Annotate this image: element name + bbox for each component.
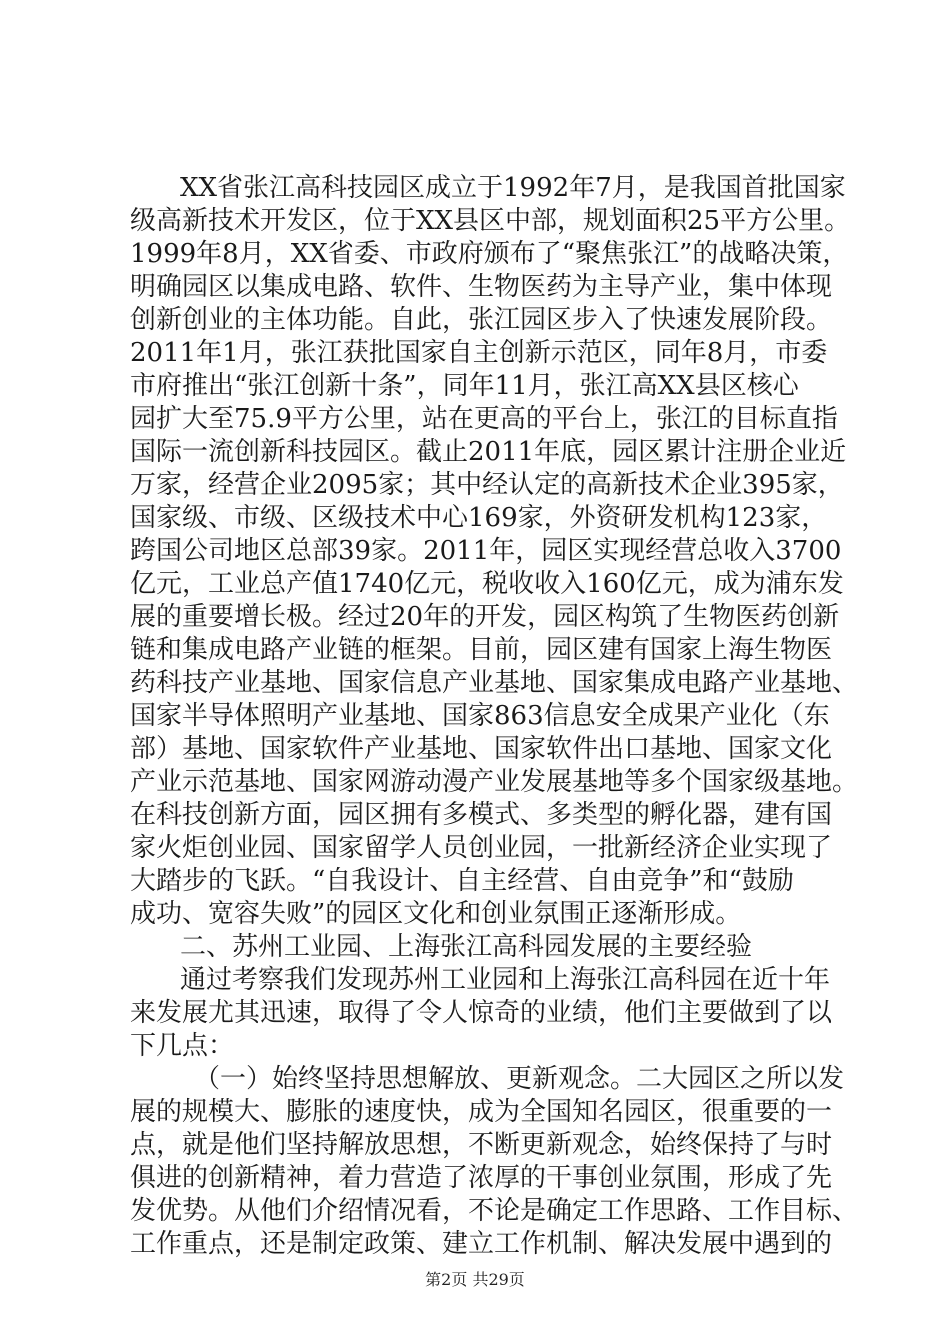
text-line: 级高新技术开发区，位于XX县区中部，规划面积25平方公里。 xyxy=(130,206,851,236)
text-line: 成功、宽容失败”的园区文化和创业氛围正逐渐形成。 xyxy=(130,899,742,929)
paragraph-inspection-intro xyxy=(130,964,833,1063)
text-line: 跨国公司地区总部39家。2011年，园区实现经营总收入3700 xyxy=(130,536,842,566)
text-line: 通过考察我们发现苏州工业园和上海张江高科园在近十年 xyxy=(180,965,831,995)
text-line: 发优势。从他们介绍情况看，不论是确定工作思路、工作目标、 xyxy=(130,1196,859,1226)
text-line: 明确园区以集成电路、软件、生物医药为主导产业，集中体现 xyxy=(130,272,833,302)
text-line: 家火炬创业园、国家留学人员创业园，一批新经济企业实现了 xyxy=(130,833,833,863)
paragraph-experience-one xyxy=(130,1063,859,1261)
text-line: 万家，经营企业2095家；其中经认定的高新技术企业395家， xyxy=(130,470,844,500)
text-line: 亿元，工业总产值1740亿元，税收收入160亿元，成为浦东发 xyxy=(130,569,844,599)
text-line: 来发展尤其迅速，取得了令人惊奇的业绩，他们主要做到了以 xyxy=(130,998,833,1028)
text-line: 点，就是他们坚持解放思想，不断更新观念，始终保持了与时 xyxy=(130,1130,833,1160)
section-heading: 二、苏州工业园、上海张江高科园发展的主要经验 xyxy=(180,932,753,962)
page-number-footer: 第2页 共29页 xyxy=(425,1270,525,1289)
text-line: 展的重要增长极。经过20年的开发，园区构筑了生物医药创新 xyxy=(130,602,840,632)
text-line: 2011年1月，张江获批国家自主创新示范区，同年8月，市委 xyxy=(130,338,828,368)
text-line: 园扩大至75.9平方公里，站在更高的平台上，张江的目标直指 xyxy=(130,404,838,434)
text-line: 工作重点，还是制定政策、建立工作机制、解决发展中遇到的 xyxy=(130,1229,833,1259)
text-line: 下几点： xyxy=(130,1031,235,1061)
text-line: 1999年8月，XX省委、市政府颁布了“聚焦张江”的战略决策， xyxy=(130,239,849,269)
text-line: 创新创业的主体功能。自此，张江园区步入了快速发展阶段。 xyxy=(130,305,833,335)
text-line: 在科技创新方面，园区拥有多模式、多类型的孵化器，建有国 xyxy=(130,800,833,830)
text-line: 链和集成电路产业链的框架。目前，园区建有国家上海生物医 xyxy=(130,635,833,665)
text-line: 国际一流创新科技园区。截止2011年底，园区累计注册企业近 xyxy=(130,437,847,467)
paragraph-park-overview xyxy=(130,172,859,931)
text-line: 市府推出“张江创新十条”，同年11月，张江高XX县区核心 xyxy=(130,371,799,401)
document-body xyxy=(130,172,859,1261)
text-line: 大踏步的飞跃。“自我设计、自主经营、自由竞争”和“鼓励 xyxy=(130,866,794,896)
text-line: 药科技产业基地、国家信息产业基地、国家集成电路产业基地、 xyxy=(130,668,859,698)
text-line: 展的规模大、膨胀的速度快，成为全国知名园区，很重要的一 xyxy=(130,1097,833,1127)
text-line: 部）基地、国家软件产业基地、国家软件出口基地、国家文化 xyxy=(130,734,833,764)
text-line: （一）始终坚持思想解放、更新观念。二大园区之所以发 xyxy=(194,1064,845,1094)
text-line: XX省张江高科技园区成立于1992年7月，是我国首批国家 xyxy=(180,173,846,203)
text-line: 国家级、市级、区级技术中心169家，外资研发机构123家， xyxy=(130,503,828,533)
text-line: 国家半导体照明产业基地、国家863信息安全成果产业化（东 xyxy=(130,701,830,731)
text-line: 俱进的创新精神，着力营造了浓厚的干事创业氛围，形成了先 xyxy=(130,1163,833,1193)
text-line: 产业示范基地、国家网游动漫产业发展基地等多个国家级基地。 xyxy=(130,767,859,797)
